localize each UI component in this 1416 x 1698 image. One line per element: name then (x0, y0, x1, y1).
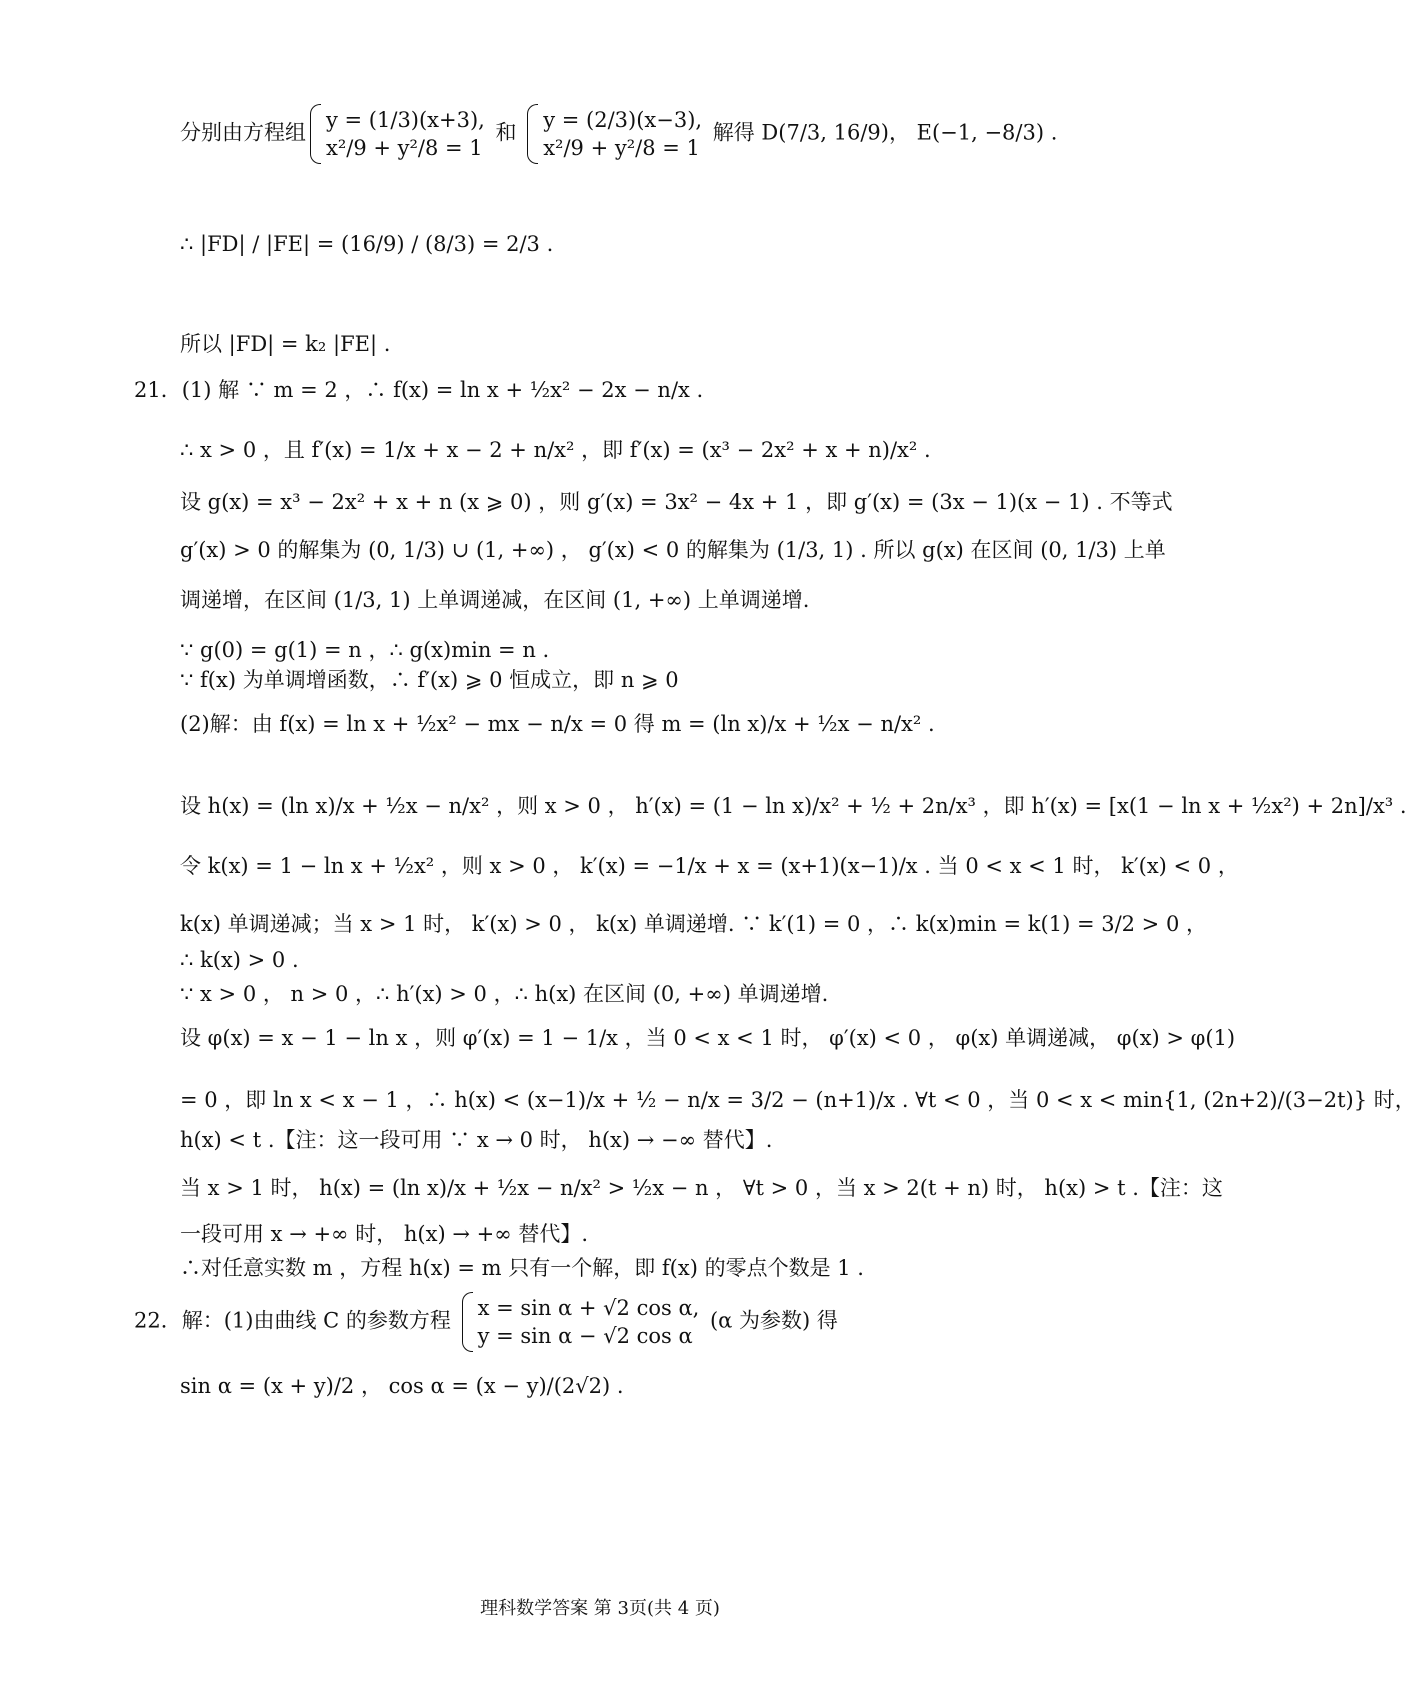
text-line-l21: 一段可用 x → +∞ 时， h(x) → +∞ 替代】. (180, 1222, 589, 1246)
equation-row: y = (2/3)(x−3), (543, 108, 703, 132)
text-line-l8: 调递增，在区间 (1/3, 1) 上单调递减，在区间 (1, +∞) 上单调递增. (180, 588, 810, 612)
equation-system (310, 104, 485, 164)
text-run: 和 (488, 120, 524, 145)
text-line-l18: = 0 ，即 ln x < x − 1 ，∴ h(x) < (x−1)/x + ½ − n/x = 3/2 − (n+1)/x . ∀t < 0 ，当 0 < x < min{1, (2n+2)/(3−2t)} 时， (180, 1088, 1416, 1112)
text-line-l22: ∴对任意实数 m ，方程 h(x) = m 只有一个解，即 f(x) 的零点个数是 1 . (180, 1256, 864, 1280)
text-line-l3: 所以 |FD| = k₂ |FE| . (180, 332, 391, 356)
text-run: 分别由方程组 (180, 120, 306, 145)
text-line-l19: h(x) < t .【注：这一段可用 ∵ x → 0 时， h(x) → −∞ 替代】. (180, 1128, 773, 1152)
text-run: 解得 D(7/3, 16/9)， E(−1, −8/3) . (706, 120, 1058, 145)
equation-row: x²/9 + y²/8 = 1 (543, 136, 700, 160)
equation-row: x = sin α + √2 cos α, (477, 1296, 700, 1320)
left-brace (527, 104, 538, 164)
equation-system (462, 1292, 700, 1352)
text-line-l16: ∵ x > 0 ， n > 0 ，∴ h′(x) > 0 ，∴ h(x) 在区间 (0, +∞) 单调递增. (180, 982, 829, 1006)
text-line-l5: ∴ x > 0 ，且 f′(x) = 1/x + x − 2 + n/x² ，即 f′(x) = (x³ − 2x² + x + n)/x² . (180, 438, 931, 462)
equation-row: x²/9 + y²/8 = 1 (326, 136, 483, 160)
text-line-l20: 当 x > 1 时， h(x) = (ln x)/x + ½x − n/x² > ½x − n ， ∀t > 0 ，当 x > 2(t + n) 时， h(x) > t .【注：这 (180, 1176, 1223, 1200)
left-brace (462, 1292, 473, 1352)
text-run: (α 为参数) 得 (703, 1308, 838, 1333)
equation-row: y = sin α − √2 cos α (477, 1324, 693, 1348)
text-line-l9: ∵ g(0) = g(1) = n ，∴ g(x)min = n . (180, 638, 550, 662)
text-line-l17: 设 φ(x) = x − 1 − ln x ，则 φ′(x) = 1 − 1/x ，当 0 < x < 1 时， φ′(x) < 0 ， φ(x) 单调递减， φ(x) > φ(1) (180, 1026, 1236, 1050)
text-line-l4: 21．(1) 解 ∵ m = 2 ，∴ f(x) = ln x + ½x² − 2x − n/x . (134, 378, 704, 402)
text-line-l13: 令 k(x) = 1 − ln x + ½x² ，则 x > 0 ， k′(x) = −1/x + x = (x+1)(x−1)/x . 当 0 < x < 1 时， k′(x) < 0 ， (180, 854, 1239, 878)
text-line-l14: k(x) 单调递减；当 x > 1 时， k′(x) > 0 ， k(x) 单调递增. ∵ k′(1) = 0 ，∴ k(x)min = k(1) = 3/2 > 0 ， (180, 912, 1207, 936)
text-line-l6: 设 g(x) = x³ − 2x² + x + n (x ⩾ 0) ，则 g′(x) = 3x² − 4x + 1 ，即 g′(x) = (3x − 1)(x − 1) . 不等式 (180, 490, 1173, 514)
text-line-l7: g′(x) > 0 的解集为 (0, 1/3) ∪ (1, +∞) ， g′(x) < 0 的解集为 (1/3, 1) . 所以 g(x) 在区间 (0, 1/3) 上单 (180, 538, 1166, 562)
text-line-l15: ∴ k(x) > 0 . (180, 948, 299, 972)
left-brace (310, 104, 321, 164)
text-run: 22．解：(1)由曲线 C 的参数方程 (134, 1308, 458, 1333)
text-line-l23 (0, 1292, 1334, 1352)
text-line-l11: (2)解：由 f(x) = ln x + ½x² − mx − n/x = 0 得 m = (ln x)/x + ½x − n/x² . (180, 712, 935, 736)
text-line-l1 (0, 104, 1380, 164)
text-line-l10: ∵ f(x) 为单调增函数，∴ f′(x) ⩾ 0 恒成立，即 n ⩾ 0 (180, 668, 679, 692)
text-line-l24: sin α = (x + y)/2 ， cos α = (x − y)/(2√2) . (180, 1374, 624, 1398)
equation-system (527, 104, 702, 164)
text-line-l12: 设 h(x) = (ln x)/x + ½x − n/x² ，则 x > 0 ， h′(x) = (1 − ln x)/x² + ½ + 2n/x³ ，即 h′(x) = [x(1 − ln x + ½x²) + 2n]/x³ . (180, 794, 1407, 818)
text-line-l2: ∴ |FD| / |FE| = (16/9) / (8/3) = 2/3 . (180, 232, 554, 256)
equation-row: y = (1/3)(x+3), (326, 108, 485, 132)
page-footer: 理科数学答案 第 3页(共 4 页) (480, 1598, 720, 1619)
